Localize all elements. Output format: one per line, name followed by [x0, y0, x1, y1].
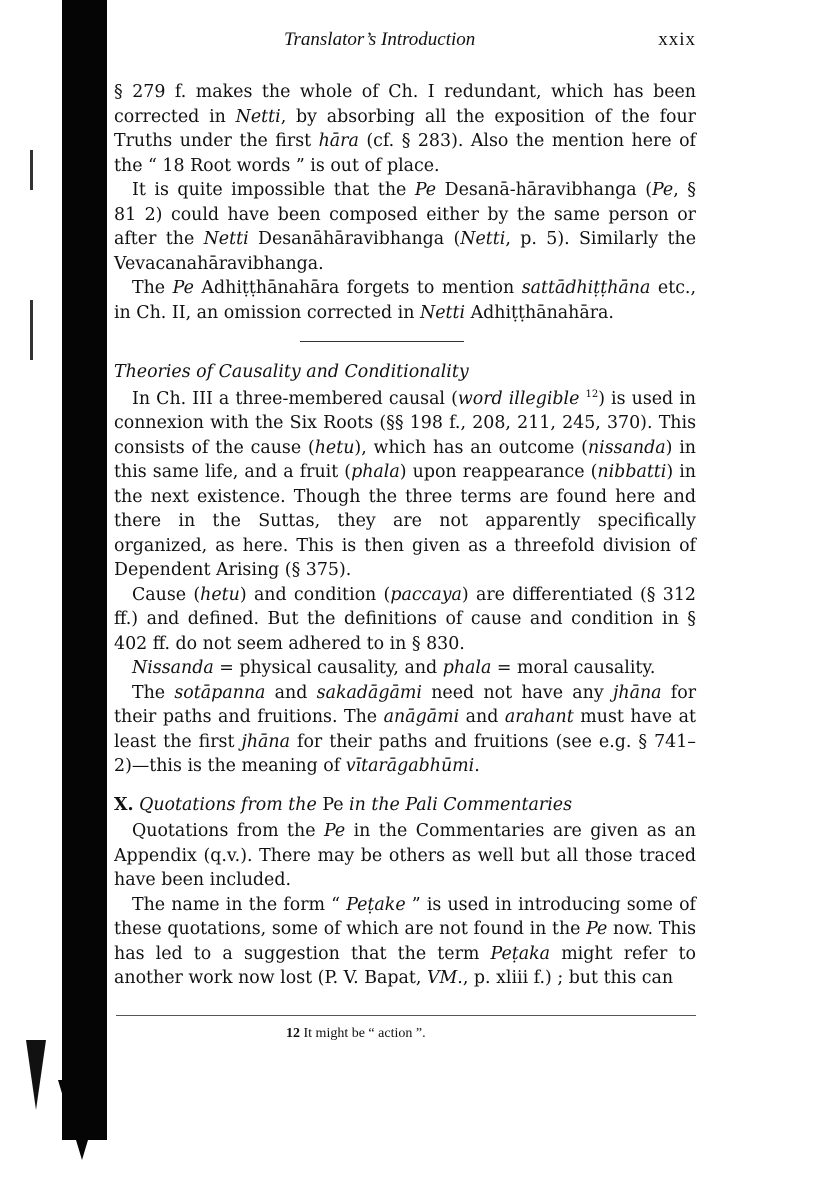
section-quotations [114, 793, 696, 991]
footnote-rule [116, 1015, 696, 1016]
footnote-number: 12 [286, 1025, 300, 1041]
section-heading: Theories of Causality and Conditionality [114, 362, 469, 382]
footnote [286, 1022, 696, 1047]
italic-term: arahant [504, 707, 574, 727]
italic-term: nissanda [587, 437, 666, 458]
footnote-ref: 12 [585, 388, 599, 400]
scan-speck [30, 300, 33, 360]
italic-term: hetu [200, 584, 240, 605]
italic-term: paccaya [390, 584, 462, 605]
block-netti-comparison [114, 80, 696, 325]
footnote-text: It might be “ action ”. [300, 1025, 426, 1041]
book-page [114, 28, 696, 1046]
italic-term: Netti [460, 229, 506, 249]
italic-term: hāra [318, 131, 359, 151]
italic-term: Pe [586, 919, 608, 939]
paragraph: It is quite impossible that the Pe Desanā-hāravibhanga (Pe, § 81 2) could have been composed either by the same person or after the Netti Desanāhāravibhanga (Netti, p. 5). Similarly the Vevacanahāravibhanga. [114, 180, 696, 274]
paragraph: § 279 f. makes the whole of Ch. I redundant, which has been corrected in Netti, by absorbing all the exposition of the four Truths under the first hāra (cf. § 283). Also the mention here of the “ 18 Root words ” is out of place. [114, 82, 696, 176]
running-head [114, 28, 696, 58]
section-number: X. [114, 794, 134, 815]
section-separator [300, 341, 464, 342]
italic-term: Pe [172, 278, 194, 298]
paragraph: Cause (hetu) and condition (paccaya) are differentiated (§ 312 ff.) and defined. But the definitions of cause and condition in § 402 ff. do not seem adhered to in § 830. [114, 584, 696, 654]
section-title: Quotations from the Pe in the Pali Commentaries [139, 794, 572, 815]
italic-term: jhāna [612, 682, 662, 703]
italic-term: Pe [651, 180, 674, 200]
italic-term: vītarāgabhūmi [345, 756, 475, 776]
paragraph: The name in the form “ Peṭake ” is used in introducing some of these quotations, some of which are not found in the Pe now. This has led to a suggestion that the term Peṭaka might refer to another work now lost (P. V. Bapat, VM., p. xliii f.) ; but this can [114, 894, 696, 988]
binding-shadow-tip [58, 1080, 106, 1160]
paragraph: In Ch. III a three-membered causal (word illegible $^{12}$) is used in connexion with the Six Roots (§§ 198 f., 208, 211, 245, 370). This consists of the cause (hetu), which has an outcome (nissanda) in this same life, and a fruit (phala) upon reappearance (nibbatti) in the next existence. Though the three terms are found here and there in the Suttas, they are not apparently specifically organized, as here. This is then given as a threefold division of Dependent Arising (§ 375). [114, 388, 697, 580]
italic-term: VM. [426, 968, 463, 988]
scan-speck [30, 150, 33, 190]
italic-term: Nissanda [132, 658, 214, 678]
italic-term: phala [442, 658, 492, 678]
italic-term: Peṭaka [490, 943, 551, 964]
page-number: xxix [658, 29, 696, 50]
italic-term: anāgāmi [383, 707, 460, 727]
running-title: Translator’s Introduction [284, 29, 476, 50]
upright-term: Pe [322, 794, 344, 815]
binding-shadow [62, 0, 107, 1140]
paragraph: The Pe Adhiṭṭhānahāra forgets to mention sattādhiṭṭhāna etc., in Ch. II, an omission corrected in Netti Adhiṭṭhānahāra. [114, 278, 696, 323]
paragraph: Quotations from the Pe in the Commentaries are given as an Appendix (q.v.). There may be others as well but all those traced have been included. [114, 821, 696, 890]
section-causality [114, 360, 696, 779]
section-heading [114, 793, 696, 818]
italic-term: Netti [235, 106, 281, 127]
italic-term: jhāna [241, 731, 290, 752]
italic-term: sattādhiṭṭhāna [521, 278, 651, 298]
paragraph: The sotāpanna and sakadāgāmi need not have any jhāna for their paths and fruitions. The anāgāmi and arahant must have at least the first jhāna for their paths and fruitions (see e.g. § 741–2)—this is the meaning of vītarāgabhūmi. [114, 682, 697, 776]
binding-shadow-tip [26, 1040, 46, 1110]
italic-term: sakadāgāmi [316, 682, 422, 703]
italic-term: nibbatti [597, 462, 667, 482]
italic-term: Netti [203, 229, 249, 249]
paragraph: Nissanda = physical causality, and phala = moral causality. [132, 658, 656, 678]
italic-term: Peṭake [346, 894, 406, 915]
italic-term: phala [351, 462, 400, 482]
italic-term: hetu [314, 437, 355, 458]
italic-term: sotāpanna [174, 682, 266, 703]
italic-term: word illegible [457, 388, 580, 409]
italic-term: Netti [419, 302, 466, 323]
italic-term: Pe [323, 821, 346, 841]
italic-term: Pe [414, 180, 437, 200]
